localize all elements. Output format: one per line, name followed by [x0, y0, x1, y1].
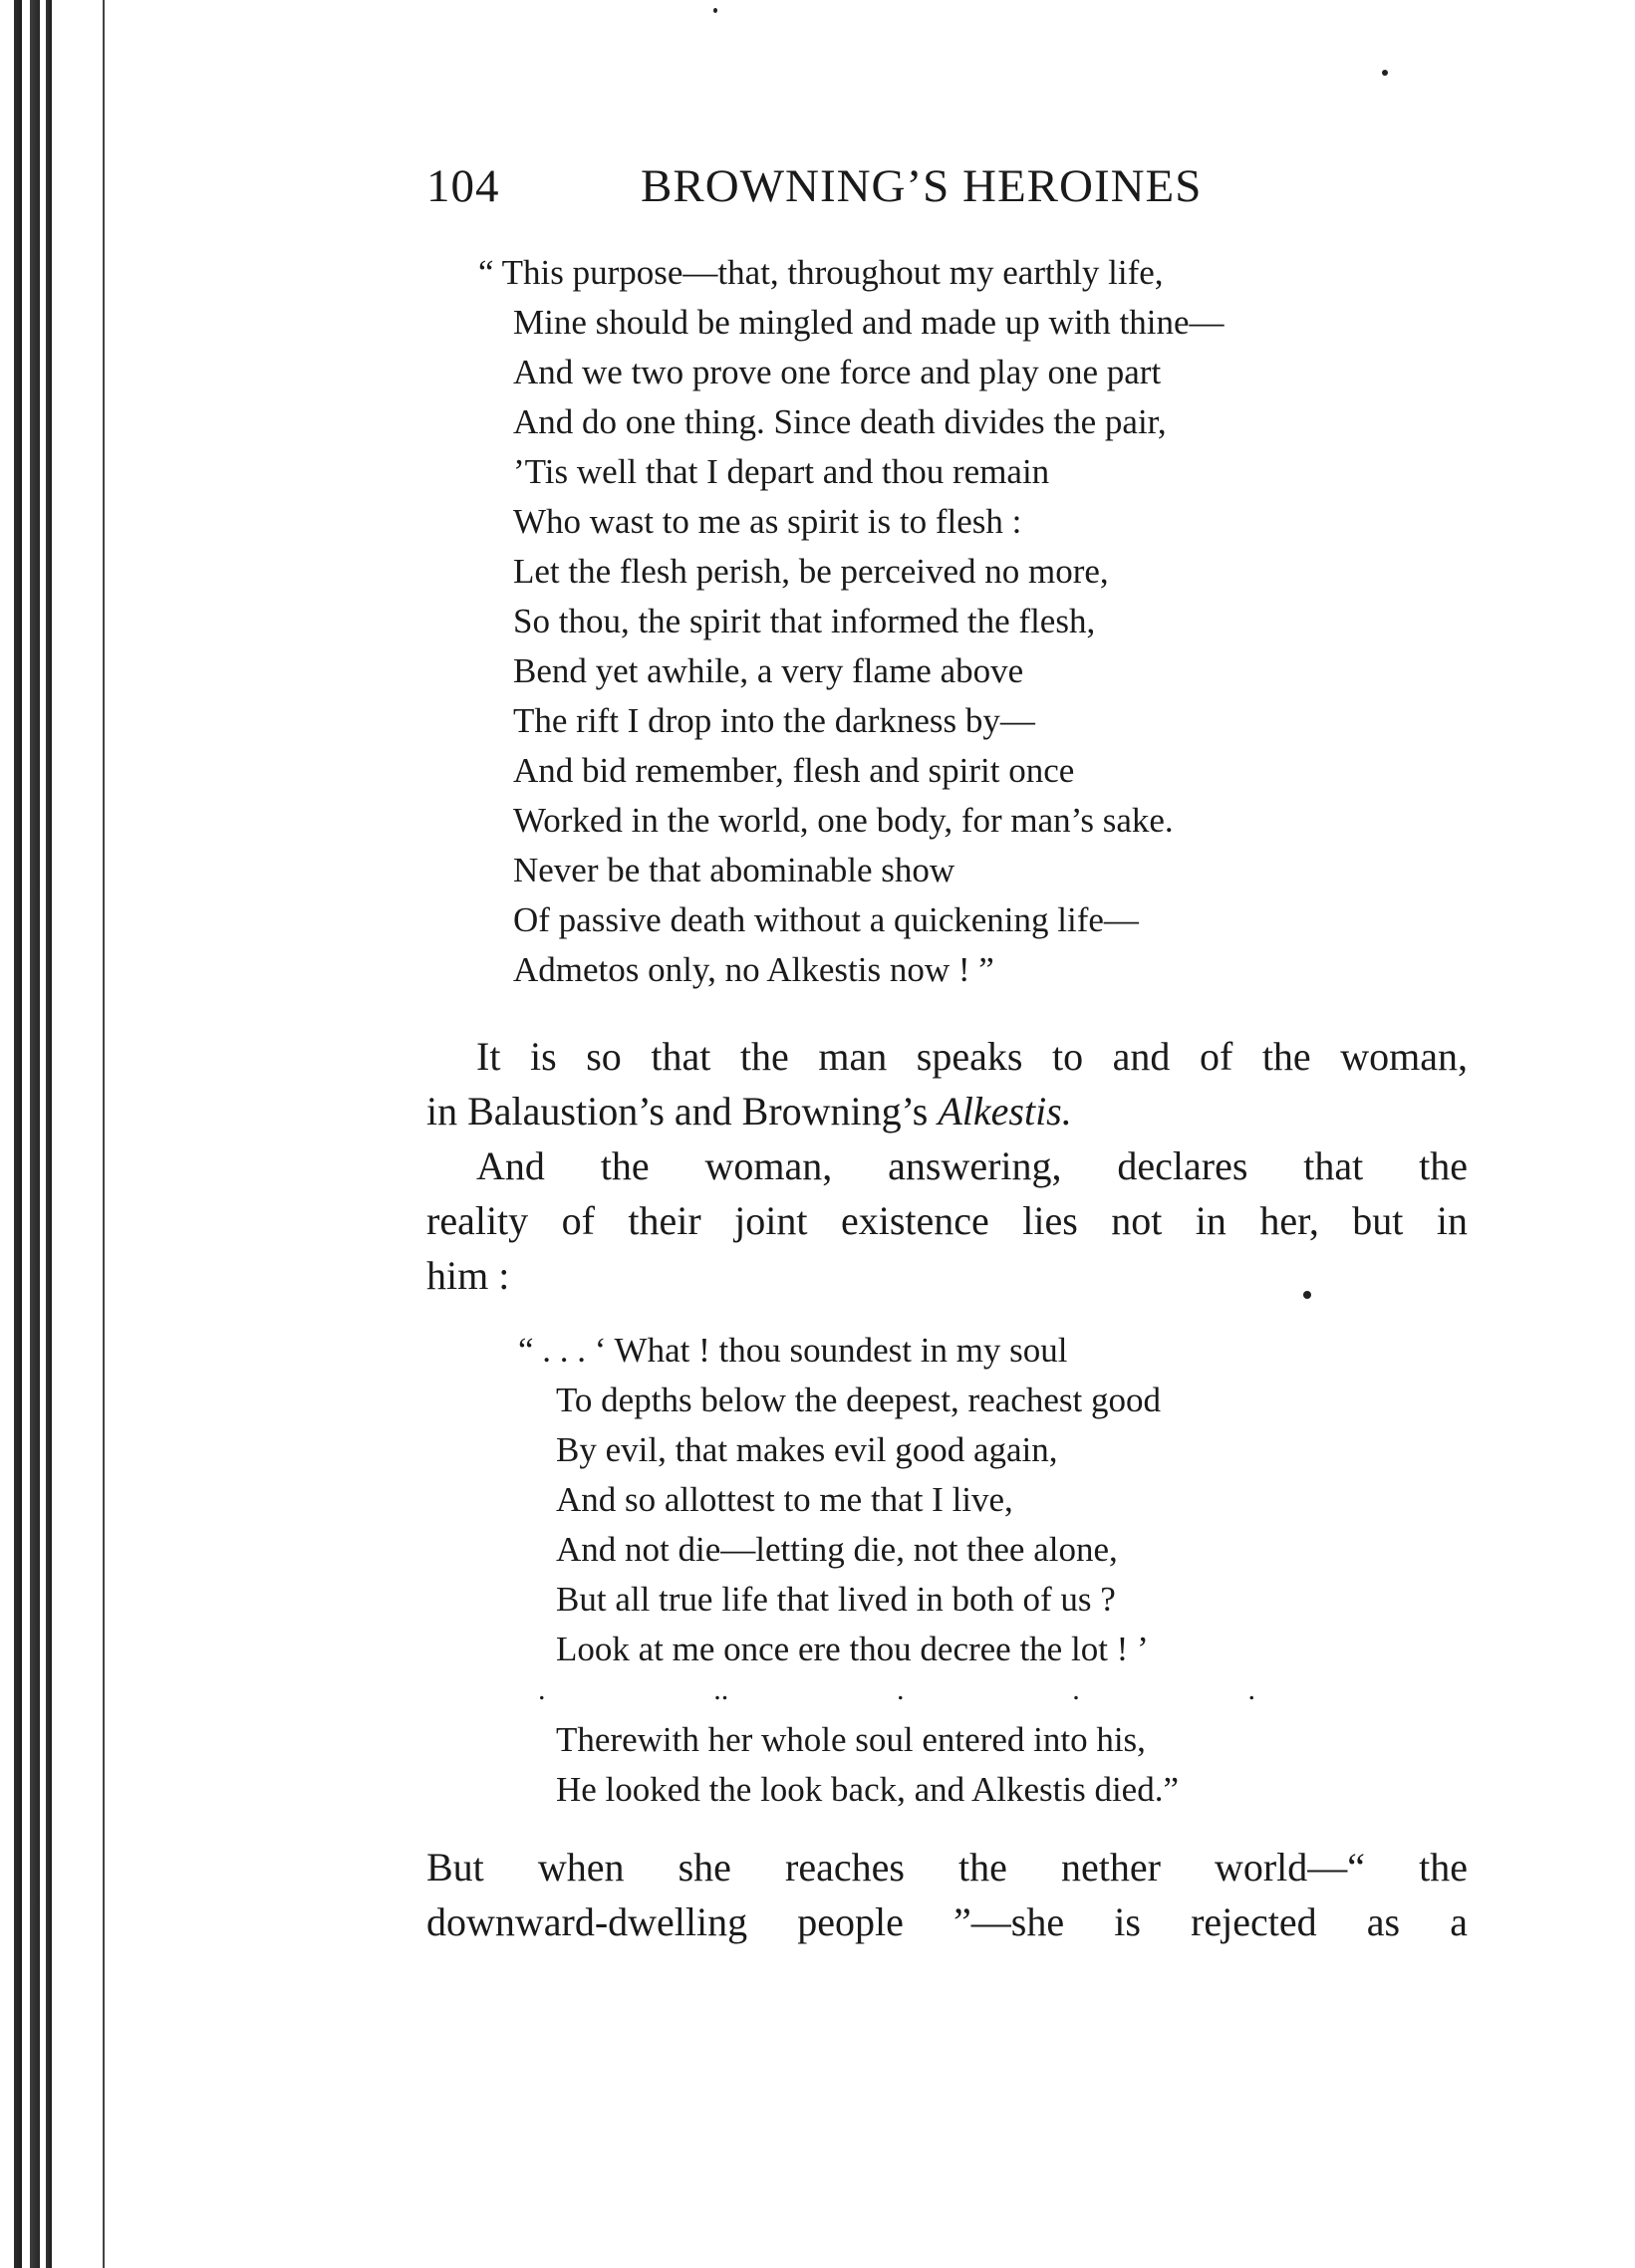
verse-line: And bid remember, flesh and spirit once	[513, 751, 1075, 790]
ellipsis-dot: .	[1072, 1673, 1080, 1706]
prose-line: And the woman, answering, declares that the	[476, 1143, 1468, 1188]
prose-line: But when she reaches the nether world—“ the	[426, 1845, 1468, 1890]
running-head: BROWNING’S HEROINES	[641, 160, 1203, 212]
prose-line: downward-dwelling people ”—she is rejected as a	[426, 1899, 1468, 1944]
verse-line: And we two prove one force and play one part	[513, 353, 1162, 391]
verse-line: Of passive death without a quickening life—	[513, 900, 1139, 939]
paper-speck	[713, 8, 717, 13]
verse-line: The rift I drop into the darkness by—	[513, 701, 1035, 740]
verse-line: And not die—letting die, not thee alone,	[556, 1530, 1118, 1569]
verse-line: “ This purpose—that, throughout my earthly life,	[478, 253, 1164, 292]
prose-line: It is so that the man speaks to and of the woman,	[476, 1034, 1468, 1079]
verse-line: And so allottest to me that I live,	[556, 1480, 1013, 1519]
prose-text: in Balaustion’s and Browning’s	[426, 1089, 939, 1134]
verse-line: Who wast to me as spirit is to flesh :	[513, 502, 1022, 541]
verse-line: But all true life that lived in both of us ?	[556, 1580, 1116, 1619]
verse-line: Look at me once ere thou decree the lot ! ’	[556, 1630, 1149, 1668]
verse-line: Therewith her whole soul entered into his,	[556, 1720, 1146, 1759]
italic-title: Alkestis.	[938, 1089, 1072, 1134]
verse-line: To depths below the deepest, reachest good	[556, 1381, 1161, 1419]
ellipsis-dot: .	[538, 1673, 546, 1706]
verse-line: Let the flesh perish, be perceived no more,	[513, 552, 1109, 591]
prose-line: him :	[426, 1253, 510, 1298]
verse-line: Never be that abominable show	[513, 851, 955, 889]
gutter-rule	[103, 0, 105, 2268]
ellipsis-dot: ..	[713, 1673, 729, 1706]
ellipsis-dot: .	[897, 1673, 905, 1706]
verse-line: ’Tis well that I depart and thou remain	[513, 452, 1050, 491]
verse-line: Mine should be mingled and made up with thine—	[513, 303, 1225, 342]
prose-line	[426, 1086, 1072, 1137]
paper-speck	[1382, 70, 1388, 76]
ellipsis-row	[538, 1673, 1255, 1707]
verse-line: “ . . . ‘ What ! thou soundest in my soul	[518, 1331, 1068, 1370]
page-header	[426, 159, 1263, 229]
prose-line: reality of their joint existence lies not in her, but in	[426, 1198, 1468, 1243]
verse-line: So thou, the spirit that informed the flesh,	[513, 602, 1096, 640]
verse-line: Admetos only, no Alkestis now ! ”	[513, 950, 994, 989]
verse-line: He looked the look back, and Alkestis died.”	[556, 1770, 1179, 1809]
verse-line: And do one thing. Since death divides the pair,	[513, 402, 1167, 441]
book-binding-edge	[0, 0, 60, 2268]
page-number: 104	[426, 160, 500, 212]
verse-line: Worked in the world, one body, for man’s sake.	[513, 801, 1174, 840]
ellipsis-dot: .	[1247, 1673, 1255, 1706]
verse-line: By evil, that makes evil good again,	[556, 1430, 1058, 1469]
verse-line: Bend yet awhile, a very flame above	[513, 651, 1024, 690]
paper-speck	[1303, 1291, 1311, 1299]
